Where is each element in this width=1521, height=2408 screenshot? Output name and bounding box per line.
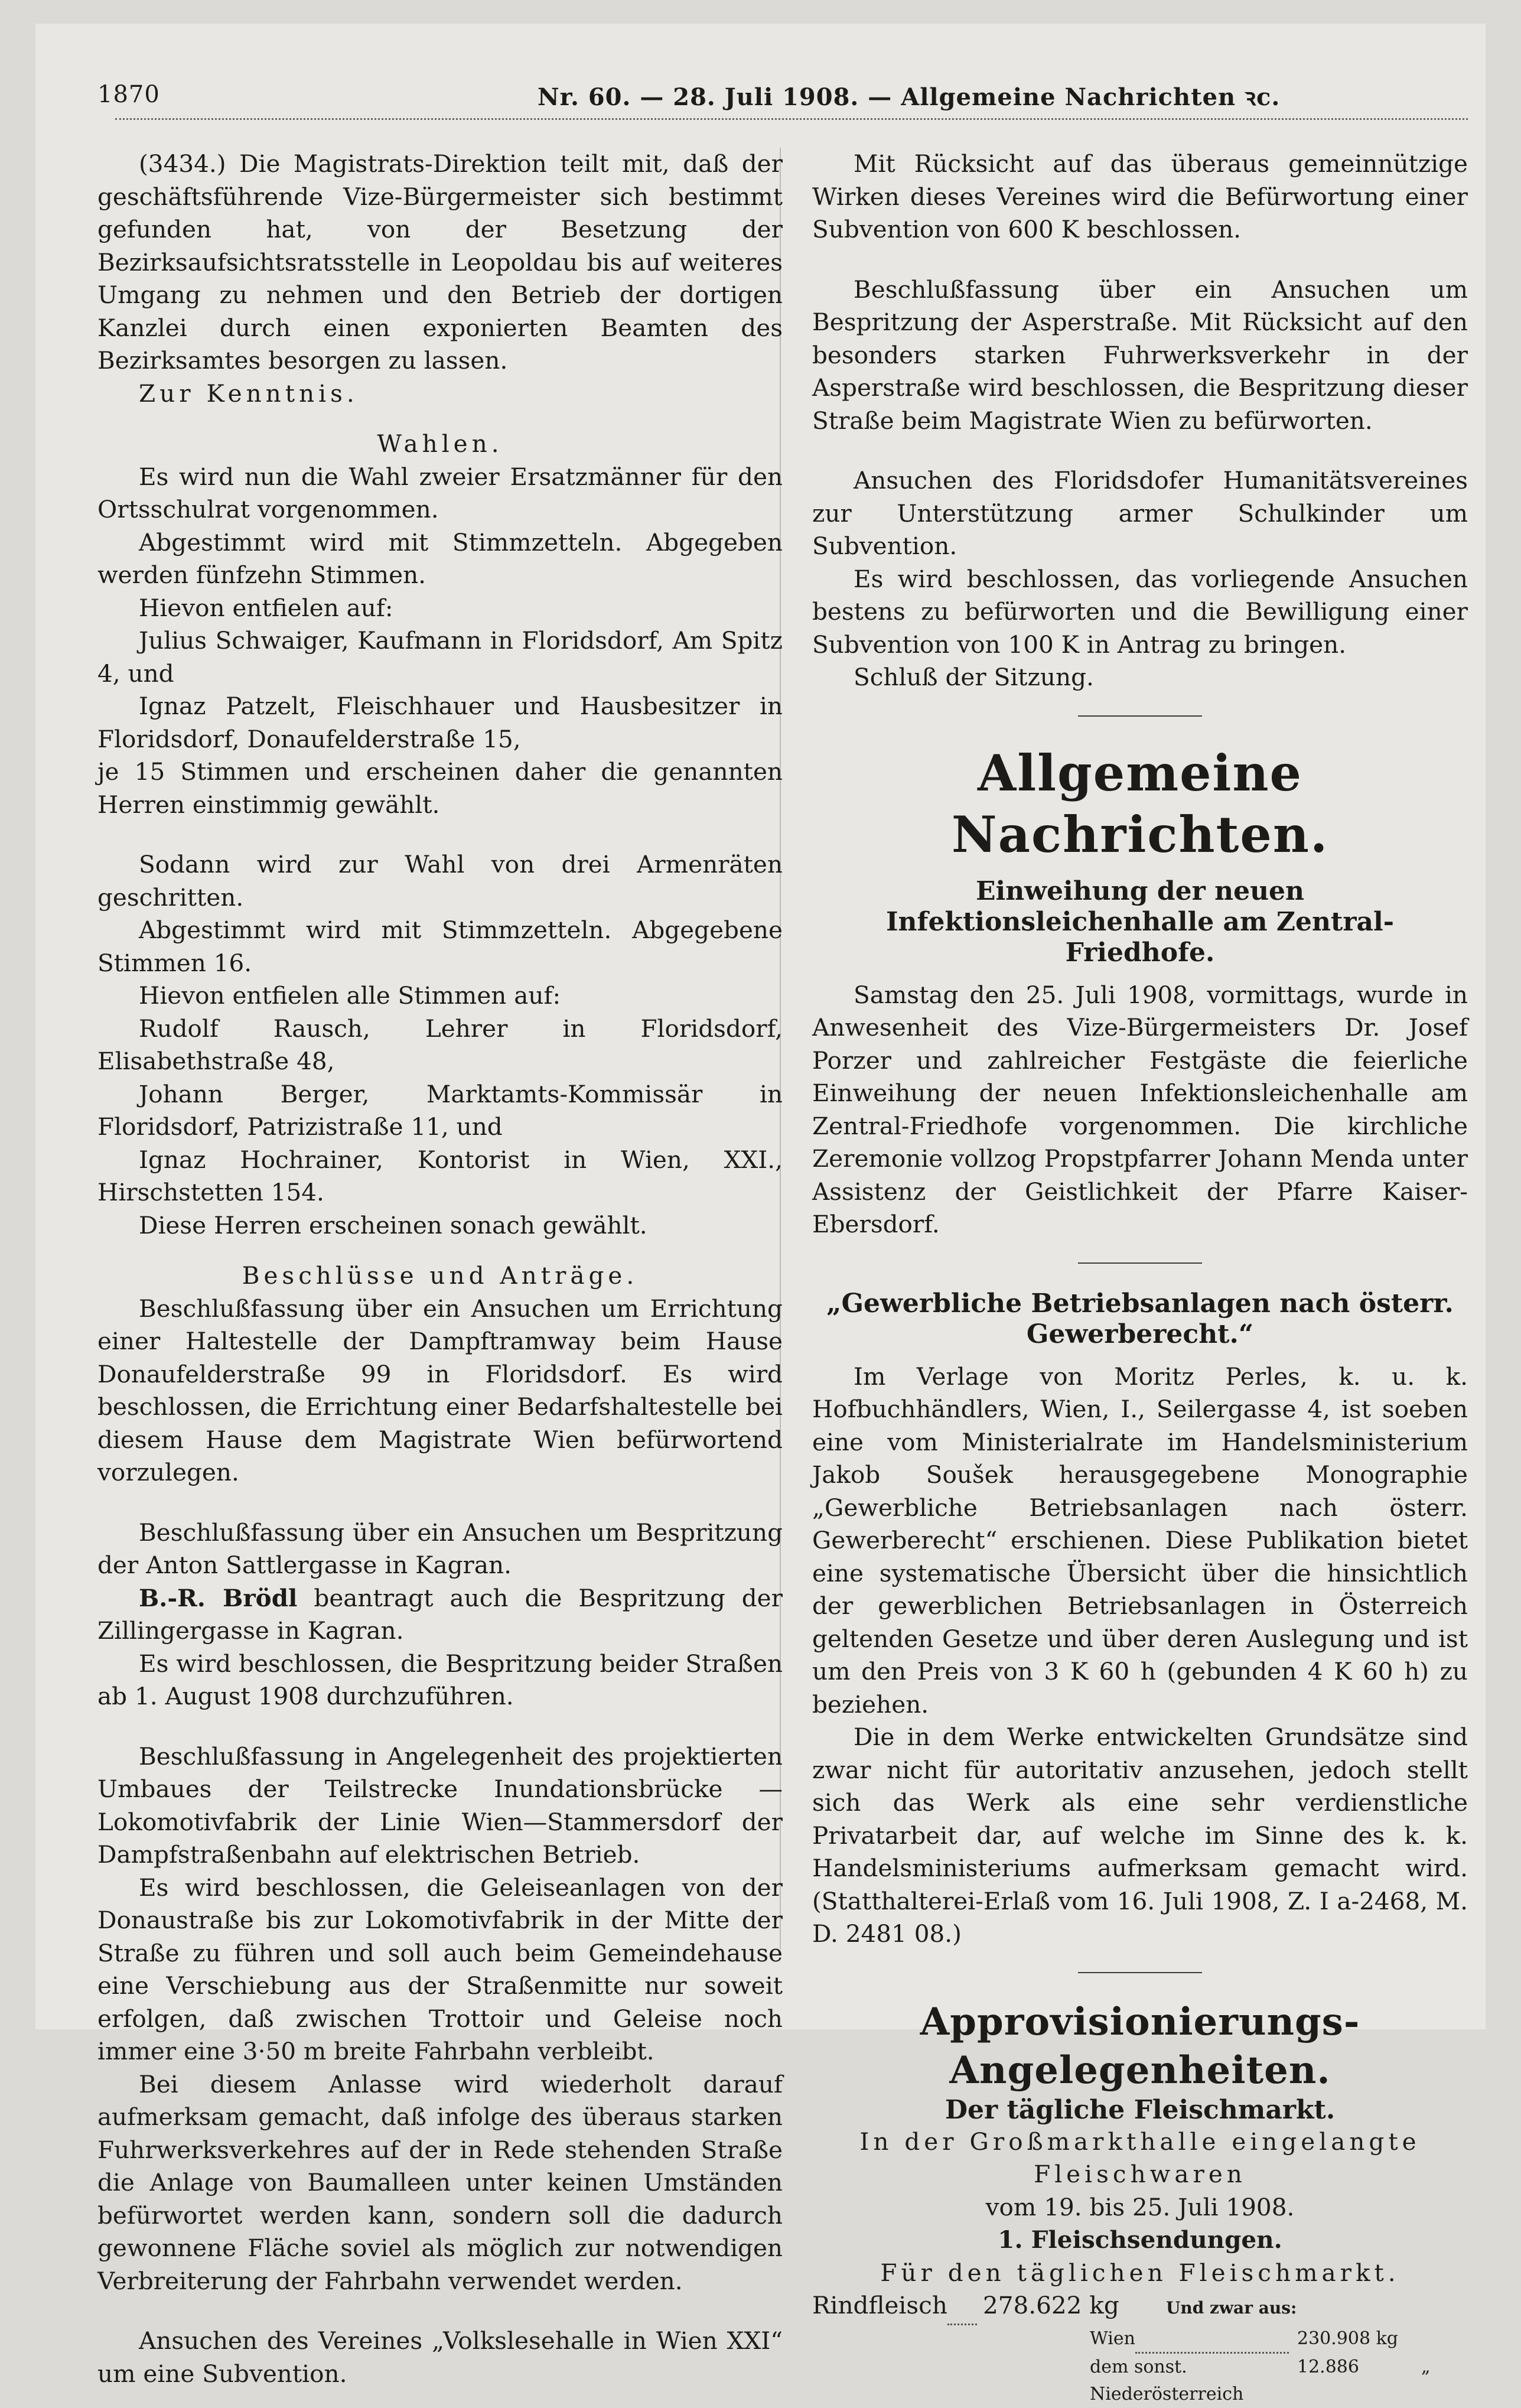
meat-subtable bbox=[812, 2325, 1468, 2408]
paragraph-text: beantragt auch die Bespritzung der Zillingergasse in Kagran. bbox=[97, 1583, 783, 1645]
paragraph: Es wird beschlossen, das vorliegende Ansuchen bestens zu befürworten und die Bewilligung einer Subvention von 100 K in Antrag zu bringen. bbox=[812, 564, 1468, 659]
speaker-name: B.-R. Brödl bbox=[139, 1583, 298, 1612]
article-text: Im Verlage von Moritz Perles, k. u. k. Hofbuchhändlers, Wien, I., Seilergasse 4, ist soeben eine vom Ministerialrate im Handelsministerium Jakob Soušek herausgegebene Monographie „Gewerbliche Betriebsanlagen nach österr. Gewerberecht“ erschienen. Diese Publikation bietet eine systematische Übersicht über die hinsichtlich der gewerblichen Betriebsanlagen in Österreich geltenden Gesetze und über deren Auslegung und ist um den Preis von 3 K 60 h (gebunden 4 K 60 h) zu beziehen. bbox=[812, 1362, 1468, 1719]
article-title: Einweihung der neuen Infektionsleichenhalle am Zentral-Friedhofe. bbox=[885, 876, 1395, 968]
paragraph: Beschlußfassung über ein Ansuchen um Bespritzung der Asperstraße. Mit Rücksicht auf den besonders starken Fuhrwerksverkehr in der Asperstraße wird beschlossen, die Bespritzung dieser Straße beim Magistrate Wien zu befürworten. bbox=[812, 275, 1468, 435]
section-title-allgemeine-nachrichten: Allgemeine Nachrichten. bbox=[951, 743, 1329, 864]
paragraph: Abgestimmt wird mit Stimmzetteln. Abgegeben werden fünfzehn Stimmen. bbox=[97, 528, 783, 589]
table-cell-value: 12.886 bbox=[1297, 2356, 1359, 2377]
decision-note: Zur Kenntnis. bbox=[139, 379, 359, 408]
table-cell-empty bbox=[812, 2325, 1090, 2352]
paragraph: Johann Berger, Marktamts-Kommissär in Floridsdorf, Patrizistraße 11, und bbox=[97, 1079, 783, 1141]
table-cell-label: Rindfleisch bbox=[812, 2291, 947, 2319]
paragraph: Mit Rücksicht auf das überaus gemeinnützige Wirken dieses Vereines wird die Befürwortung einer Subvention von 600 K beschlossen. bbox=[812, 149, 1468, 243]
table-cell-value: 230.908 kg bbox=[1297, 2328, 1398, 2349]
section-title-approvisionierung: Approvisionierungs-Angelegenheiten. bbox=[920, 1999, 1360, 2093]
paragraph: Rudolf Rausch, Lehrer in Floridsdorf, Elisabethstraße 48, bbox=[97, 1014, 783, 1075]
table-row bbox=[812, 2289, 1468, 2325]
paragraph: je 15 Stimmen und erscheinen daher die genannten Herren einstimmig gewählt. bbox=[97, 757, 783, 819]
running-title: Nr. 60. — 28. Juli 1908. — Allgemeine Nachrichten ꝛc. bbox=[538, 83, 1281, 111]
dot-leader bbox=[947, 2289, 977, 2325]
section-heading-beschluesse: Beschlüsse und Anträge. bbox=[242, 1261, 639, 1290]
dot-leader bbox=[1135, 2325, 1289, 2352]
article-text: Die in dem Werke entwickelten Grundsätze sind zwar nicht für autoritativ anzusehen, jedoch stellt sich das Werk als eine sehr verdienstliche Privatarbeit dar, auf welche im Sinne des k. k. Handelsministeriums aufmerksam gemacht wird. (Statthalterei-Erlaß vom 16. Juli 1908, Z. I a-2468, M. D. 2481 08.) bbox=[812, 1723, 1468, 1948]
paragraph: Sodann wird zur Wahl von drei Armenräten geschritten. bbox=[97, 850, 783, 912]
paragraph: Hievon entfielen alle Stimmen auf: bbox=[139, 981, 561, 1010]
left-column bbox=[97, 148, 783, 2390]
paragraph: Beschlußfassung in Angelegenheit des projektierten Umbaues der Teilstrecke Inundationsbrücke — Lokomotivfabrik der Linie Wien—Stammersdorf der Dampfstraßenbahn auf elektrischen Betrieb. bbox=[97, 1742, 783, 1869]
table-cell-empty bbox=[1421, 2325, 1468, 2352]
paragraph bbox=[97, 1582, 783, 1648]
paragraph: Ignaz Hochrainer, Kontorist in Wien, XXI., Hirschstetten 154. bbox=[97, 1145, 783, 1206]
section-divider bbox=[1078, 1262, 1202, 1264]
paragraph: Ignaz Patzelt, Fleischhauer und Hausbesitzer in Floridsdorf, Donaufelderstraße 15, bbox=[97, 692, 783, 753]
table-note: Und zwar aus: bbox=[1165, 2298, 1297, 2318]
article-title: „Gewerbliche Betriebsanlagen nach österr. Gewerberecht.“ bbox=[826, 1288, 1454, 1349]
header-divider bbox=[115, 118, 1468, 120]
table-row bbox=[812, 2352, 1468, 2408]
paragraph: (3434.) Die Magistrats-Direktion teilt mit, daß der geschäftsführende Vize-Bürgermeister sich bestimmt gefunden hat, von der Besetzung der Bezirksaufsichtsratsstelle in Leopoldau bis auf weiteres Umgang zu nehmen und den Betrieb der dortigen Kanzlei durch einen exponierten Beamten des Bezirksamtes besorgen zu lassen. bbox=[97, 149, 783, 375]
paragraph: Schluß der Sitzung. bbox=[854, 663, 1094, 691]
table-cell-empty bbox=[812, 2352, 1090, 2408]
page-number: 1870 bbox=[97, 81, 160, 108]
subsection-heading: Für den täglichen Fleischmarkt. bbox=[880, 2258, 1400, 2287]
paragraph: Hievon entfielen auf: bbox=[139, 593, 393, 622]
paragraph: Es wird beschlossen, die Bespritzung beider Straßen ab 1. August 1908 durchzuführen. bbox=[97, 1649, 783, 1710]
paragraph: Julius Schwaiger, Kaufmann in Floridsdorf, Am Spitz 4, und bbox=[97, 626, 783, 688]
table-cell-label: dem sonst. Niederösterreich bbox=[1090, 2356, 1244, 2404]
paragraph: Es wird nun die Wahl zweier Ersatzmänner für den Ortsschulrat vorgenommen. bbox=[97, 462, 783, 523]
table-cell-label: Wien bbox=[1090, 2328, 1135, 2349]
market-title: Der tägliche Fleischmarkt. bbox=[944, 2094, 1336, 2125]
paragraph: Ansuchen des Floridsdofer Humanitätsvereines zur Unterstützung armer Schulkinder um Subvention. bbox=[812, 466, 1468, 560]
paragraph: Bei diesem Anlasse wird wiederholt darauf aufmerksam gemacht, daß infolge des überaus starken Fuhrwerksverkehres auf der in Rede stehenden Straße die Anlage von Baumalleen unter keinen Umständen befürwortet werden kann, sondern soll die dadurch gewonnene Fläche soviel als möglich zur notwendigen Verbreiterung der Fahrbahn verwendet werden. bbox=[97, 2069, 783, 2295]
article-text: Samstag den 25. Juli 1908, vormittags, wurde in Anwesenheit des Vize-Bürgermeisters Dr. Josef Porzer und zahlreicher Festgäste die feierliche Einweihung der neuen Infektionsleichenhalle am Zentral-Friedhofe vorgenommen. Die kirchliche Zeremonie vollzog Propstpfarrer Johann Menda unter Assistenz der Geistlichkeit der Pfarre Kaiser-Ebersdorf. bbox=[812, 980, 1468, 1238]
section-heading-wahlen: Wahlen. bbox=[377, 429, 503, 458]
right-column bbox=[812, 148, 1468, 2408]
paragraph: Diese Herren erscheinen sonach gewählt. bbox=[139, 1210, 647, 1239]
table-cell-value: 278.622 kg bbox=[982, 2291, 1119, 2319]
meat-table bbox=[812, 2289, 1468, 2325]
paragraph: Beschlußfassung über ein Ansuchen um Errichtung einer Haltestelle der Dampftramway beim Hause Donaufelderstraße 99 in Floridsdorf. Es wird beschlossen, die Errichtung einer Bedarfshaltestelle bei diesem Hause dem Magistrate Wien befürwortend vorzulegen. bbox=[97, 1294, 783, 1486]
market-line: In der Großmarkthalle eingelangte Fleischwaren bbox=[859, 2127, 1421, 2188]
paragraph: Beschlußfassung über ein Ansuchen um Bespritzung der Anton Sattlergasse in Kagran. bbox=[97, 1518, 783, 1579]
section-divider bbox=[1078, 715, 1202, 717]
subsection-heading: 1. Fleischsendungen. bbox=[998, 2225, 1282, 2254]
paragraph: Ansuchen des Vereines „Volkslesehalle in Wien XXI“ um eine Subvention. bbox=[97, 2326, 783, 2388]
table-cell-unit: „ bbox=[1421, 2356, 1431, 2377]
section-divider bbox=[1078, 1972, 1202, 1973]
market-line: vom 19. bis 25. Juli 1908. bbox=[985, 2192, 1295, 2221]
table-row bbox=[812, 2325, 1468, 2352]
paragraph: Es wird beschlossen, die Geleiseanlagen von der Donaustraße bis zur Lokomotivfabrik in der Mitte der Straße zu führen und soll auch beim Gemeindehause eine Verschiebung aus der Straßenmitte nur soweit erfolgen, daß zwischen Trottoir und Geleise noch immer eine 3·50 m breite Fahrbahn verbleibt. bbox=[97, 1873, 783, 2065]
page-header bbox=[59, 56, 1471, 111]
paragraph: Abgestimmt wird mit Stimmzetteln. Abgegebene Stimmen 16. bbox=[97, 916, 783, 977]
